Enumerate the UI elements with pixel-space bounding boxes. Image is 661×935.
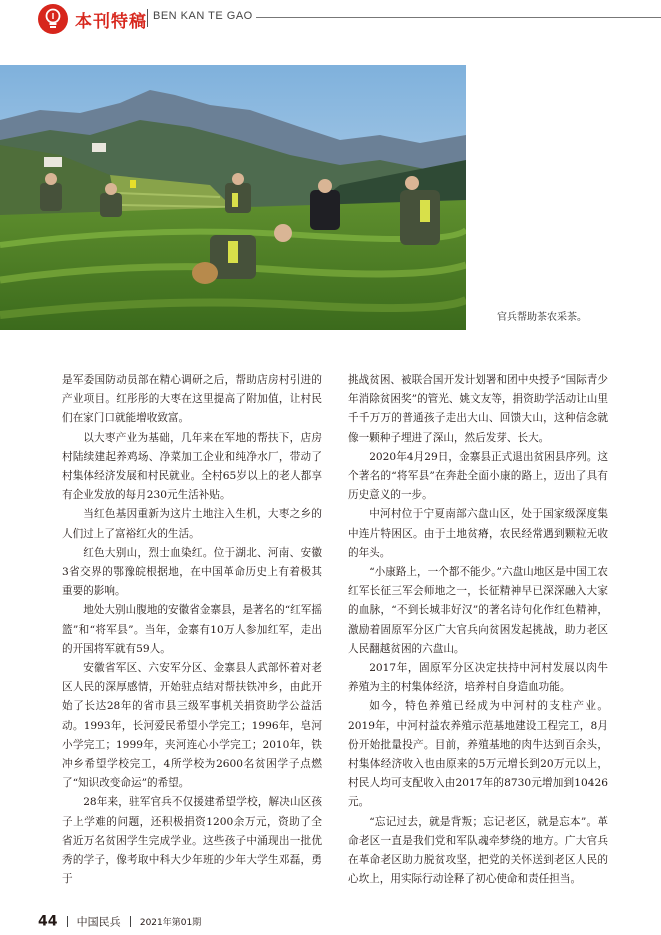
paragraph: 地处大别山腹地的安徽省金寨县，是著名的“红军摇篮”和“将军县”。当年，金寨有10万人参加红军，走出的开国将军就有59人。 xyxy=(62,604,322,655)
paragraph: 28年来，驻军官兵不仅援建希望学校，解决山区孩子上学难的问题，还积极捐资1200余万元，资助了全省近万名贫困学生完成学业。这些孩子中涌现出一批优秀的学子，像考取中科大少年班的少年大学生邓磊，勇于 xyxy=(62,796,322,886)
page-footer xyxy=(38,911,201,930)
article-column-right xyxy=(348,371,608,889)
footer-divider xyxy=(67,916,68,927)
paragraph: 中河村位于宁夏南部六盘山区，处于国家级深度集中连片特困区。由于土地贫瘠，农民经常遇到颗粒无收的年头。 xyxy=(348,508,608,559)
article-column-left xyxy=(62,371,322,889)
header-rule xyxy=(256,17,661,18)
paragraph: 如今，特色养殖已经成为中河村的支柱产业。2019年，中河村益农养殖示范基地建设工程完工，8月份开始批量投产。目前，养殖基地的肉牛达到百余头，村集体经济收入也由原来的5万元增长到20万元以上，村民人均可支配收入由2017年的8730元增加到10426元。 xyxy=(348,700,608,809)
column-title: 本刊特稿 xyxy=(75,12,147,32)
column-title-pinyin: BEN KAN TE GAO xyxy=(153,10,253,22)
paragraph: 红色大别山，烈士血染红。位于湖北、河南、安徽3省交界的鄂豫皖根据地，在中国革命历史上有着极其重要的影响。 xyxy=(62,546,322,598)
header-divider xyxy=(147,9,148,27)
lightbulb-logo-icon xyxy=(38,4,68,34)
page-header xyxy=(0,0,661,40)
footer-divider xyxy=(130,916,131,927)
tea-picking-photo xyxy=(0,65,466,330)
paragraph: 2020年4月29日，金寨县正式退出贫困县序列。这个著名的“将军县”在奔赴全面小康的路上，迈出了具有历史意义的一步。 xyxy=(348,450,608,502)
paragraph: 当红色基因重新为这片土地注入生机，大枣之乡的人们过上了富裕红火的生活。 xyxy=(62,508,322,540)
paragraph: 挑战贫困、被联合国开发计划署和团中央授予“国际青少年消除贫困奖”的管光、姚文友等，捐资助学活动让山里千千万万的普通孩子走出大山、回馈大山，这种信念就像一颗种子埋进了深山，然后发芽、长大。 xyxy=(348,374,608,444)
paragraph: “小康路上，一个都不能少。”六盘山地区是中国工农红军长征三军会师地之一，长征精神早已深深融入大家的血脉，“不到长城非好汉”的著名诗句化作红色精神，激励着固原军分区广大官兵向贫困发起挑战，助力老区人民翻越贫困的六盘山。 xyxy=(348,566,608,655)
page-number: 44 xyxy=(38,913,58,930)
paragraph: “忘记过去，就是背叛；忘记老区，就是忘本”。革命老区一直是我们党和军队魂牵梦绕的地方。广大官兵在革命老区助力脱贫攻坚，把党的关怀送到老区人民的心坎上，用实际行动诠释了初心使命和责任担当。 xyxy=(348,815,608,886)
paragraph: 安徽省军区、六安军分区、金寨县人武部怀着对老区人民的深厚感情，开始驻点结对帮扶铁冲乡，由此开始了长达28年的省市县三级军事机关捐资助学公益活动。1993年，长河爱民希望小学完工；1996年，皂河小学完工；1999年，夹河连心小学完工；2010年，铁冲乡希望学校完工，4所学校为2600名贫困学子点燃了“知识改变命运”的希望。 xyxy=(62,662,322,790)
paragraph: 是军委国防动员部在精心调研之后，帮助店房村引进的产业项目。红彤彤的大枣在这里提高了附加值，让村民们在家门口就能增收致富。 xyxy=(62,374,322,425)
photo-caption: 官兵帮助茶农采茶。 xyxy=(497,312,587,323)
issue-label: 2021年第01期 xyxy=(139,918,202,928)
paragraph: 以大枣产业为基础，几年来在军地的帮扶下，店房村陆续建起养鸡场、净菜加工企业和纯净水厂，带动了村集体经济发展和村民就业。全村65岁以上的老人都享有企业发放的每月230元生活补贴。 xyxy=(62,431,322,502)
paragraph: 2017年，固原军分区决定扶持中河村发展以肉牛养殖为主的村集体经济，培养村自身造血功能。 xyxy=(348,662,608,694)
magazine-name: 中国民兵 xyxy=(76,915,121,929)
